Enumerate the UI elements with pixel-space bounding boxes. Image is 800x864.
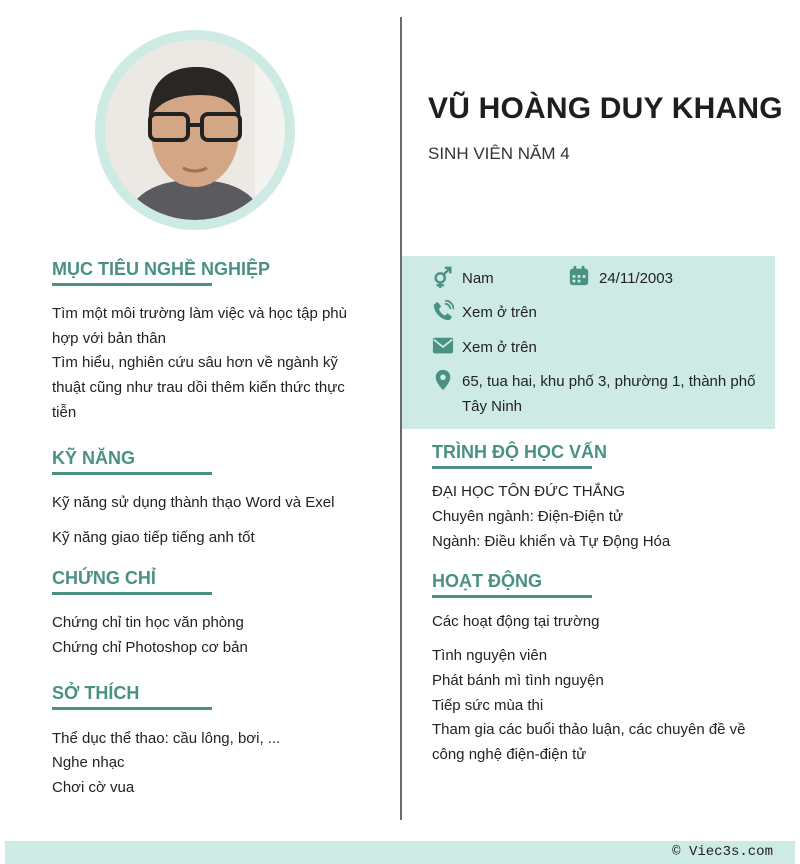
address-line-1: 65, tua hai, khu phố 3, phường 1, thành phố xyxy=(462,373,756,390)
objective-underline xyxy=(52,283,212,286)
activity-item: Tham gia các buổi thảo luận, các chuyên đề về xyxy=(432,721,746,738)
activities-title: HOẠT ĐỘNG xyxy=(432,571,542,591)
objective-line: hợp với bản thân xyxy=(52,330,166,347)
phone-icon xyxy=(432,300,454,322)
footer-bar xyxy=(5,841,795,864)
objective-line: tiễn xyxy=(52,404,77,421)
hobbies-title: SỞ THÍCH xyxy=(52,683,140,703)
gender-value: Nam xyxy=(462,270,494,287)
activity-item: Phát bánh mì tình nguyện xyxy=(432,672,604,689)
education-school: ĐẠI HỌC TÔN ĐỨC THẮNG xyxy=(432,483,626,500)
objective-title: MỤC TIÊU NGHỀ NGHIỆP xyxy=(52,259,271,279)
skills-underline xyxy=(52,472,212,475)
education-underline xyxy=(432,466,592,469)
avatar xyxy=(105,40,285,220)
certificate-item: Chứng chỉ tin học văn phòng xyxy=(52,614,244,631)
objective-line: Tìm một môi trường làm việc và học tập phù xyxy=(52,305,347,322)
email-value: Xem ở trên xyxy=(462,339,537,356)
skill-item: Kỹ năng sử dụng thành thạo Word và Exel xyxy=(52,494,335,511)
calendar-icon xyxy=(568,265,590,287)
objective-line: thuật cũng như trau dồi thêm kiến thức thực xyxy=(52,379,345,396)
hobby-item: Nghe nhạc xyxy=(52,754,125,771)
activities-underline xyxy=(432,595,592,598)
address-line-2: Tây Ninh xyxy=(462,398,523,415)
objective-line: Tìm hiểu, nghiên cứu sâu hơn về ngành kỹ xyxy=(52,354,338,371)
activity-item: Tình nguyện viên xyxy=(432,647,548,664)
birthday-value: 24/11/2003 xyxy=(599,270,673,287)
location-pin-icon xyxy=(432,369,454,391)
skill-item: Kỹ năng giao tiếp tiếng anh tốt xyxy=(52,529,255,546)
hobbies-underline xyxy=(52,707,212,710)
activities-subtitle: Các hoạt động tại trường xyxy=(432,613,600,630)
education-title: TRÌNH ĐỘ HỌC VẤN xyxy=(432,442,607,462)
envelope-icon xyxy=(432,335,454,357)
activity-item: Tiếp sức mùa thi xyxy=(432,697,544,714)
candidate-name: VŨ HOÀNG DUY KHANG xyxy=(428,92,783,125)
skills-title: KỸ NĂNG xyxy=(52,448,136,468)
education-field: Ngành: Điều khiển và Tự Động Hóa xyxy=(432,533,671,550)
hobby-item: Chơi cờ vua xyxy=(52,779,135,796)
phone-value: Xem ở trên xyxy=(462,304,537,321)
certificate-item: Chứng chỉ Photoshop cơ bản xyxy=(52,639,248,656)
gender-icon xyxy=(432,266,454,288)
footer-credit: © Viec3s.com xyxy=(672,844,773,860)
certificates-title: CHỨNG CHỈ xyxy=(52,568,156,588)
education-major: Chuyên ngành: Điện-Điện tử xyxy=(432,508,623,525)
candidate-role: SINH VIÊN NĂM 4 xyxy=(428,144,570,163)
hobby-item: Thể dục thể thao: cầu lông, bơi, ... xyxy=(52,730,281,747)
activity-item: công nghệ điện-điện tử xyxy=(432,746,587,763)
certificates-underline xyxy=(52,592,212,595)
